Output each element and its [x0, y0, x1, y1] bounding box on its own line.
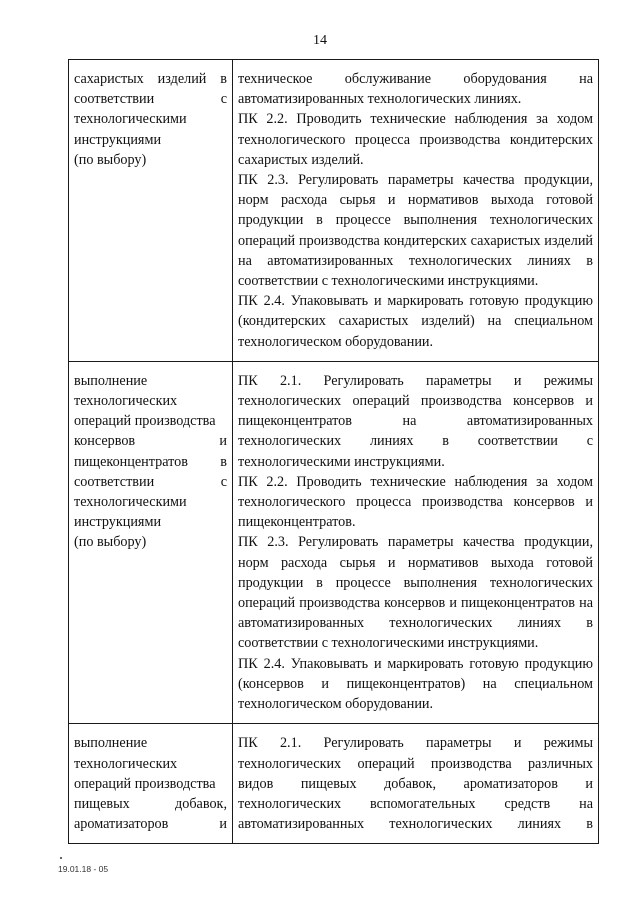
competency-paragraph: техническое обслуживание оборудования на автоматизированных технологических линиях.	[238, 71, 593, 108]
activity-line: технологических	[74, 755, 178, 772]
competency-cell	[233, 361, 599, 723]
footer-code: 19.01.18 - 05	[58, 864, 109, 874]
competency-paragraph: ПК 2.3. Регулировать параметры качества продукции, норм расхода сырья и нормативов выхода готовой продукции в процессе выполнения технологических операций производства кондитерских сахаристых изделий на автоматизированных технологических линиях в соответствии с технологическими инструкциями.	[238, 172, 593, 290]
table-row	[69, 724, 599, 844]
competency-paragraph: ПК 2.4. Упаковывать и маркировать готовую продукцию (консервов и пищеконцентратов) на специальном технологическом оборудовании.	[238, 655, 593, 713]
activity-line: технологическими	[74, 111, 187, 128]
activity-line: соответствии с	[74, 91, 227, 108]
activity-line: выполнение	[74, 735, 148, 752]
activity-line: (по выбору)	[74, 151, 147, 168]
activity-line: соответствии с	[74, 473, 227, 490]
competency-table	[68, 59, 599, 844]
activity-line: выполнение	[74, 372, 148, 389]
competency-paragraph: ПК 2.1. Регулировать параметры и режимы технологических операций производства различных видов пищевых добавок, ароматизаторов и технологических вспомогательных средств на автоматизированных технологических линиях в	[238, 735, 593, 833]
activity-line: пищевых добавок,	[74, 795, 227, 812]
activity-cell	[69, 361, 233, 723]
activity-line: операций производства	[74, 775, 216, 792]
table-row	[69, 60, 599, 362]
activity-line: консервов и	[74, 433, 227, 450]
activity-line: инструкциями	[74, 514, 162, 531]
page-number: 14	[313, 33, 327, 48]
activity-line: технологическими	[74, 494, 187, 511]
competency-paragraph: ПК 2.2. Проводить технические наблюдения за ходом технологического процесса производства консервов и пищеконцентратов.	[238, 473, 593, 531]
competency-paragraph: ПК 2.1. Регулировать параметры и режимы технологических операций производства консервов и пищеконцентратов на автоматизированных технологических линиях в соответствии с технологическими инструкциями.	[238, 372, 593, 470]
activity-line: сахаристых изделий в	[74, 71, 227, 87]
activity-line: технологических	[74, 393, 178, 410]
activity-line: (по выбору)	[74, 534, 147, 551]
activity-line: пищеконцентратов в	[74, 453, 227, 470]
competency-paragraph: ПК 2.3. Регулировать параметры качества продукции, норм расхода сырья и нормативов выхода готовой продукции в процессе выполнения технологических операций производства консервов и пищеконцентратов на автоматизированных технологических линиях в соответствии с технологическими инструкциями.	[238, 534, 593, 652]
competency-paragraph: ПК 2.4. Упаковывать и маркировать готовую продукцию (кондитерских сахаристых изделий) на специальном технологическом оборудовании.	[238, 293, 593, 350]
activity-cell	[69, 724, 233, 844]
activity-line: операций производства	[74, 413, 216, 430]
competency-paragraph: ПК 2.2. Проводить технические наблюдения за ходом технологического процесса производства кондитерских сахаристых изделий.	[238, 111, 593, 168]
competency-cell	[233, 724, 599, 844]
activity-line: ароматизаторов и	[74, 816, 227, 833]
activity-line: инструкциями	[74, 131, 162, 148]
activity-cell	[69, 60, 233, 362]
competency-cell	[233, 60, 599, 362]
footer-mark	[60, 857, 62, 859]
table-row	[69, 361, 599, 723]
